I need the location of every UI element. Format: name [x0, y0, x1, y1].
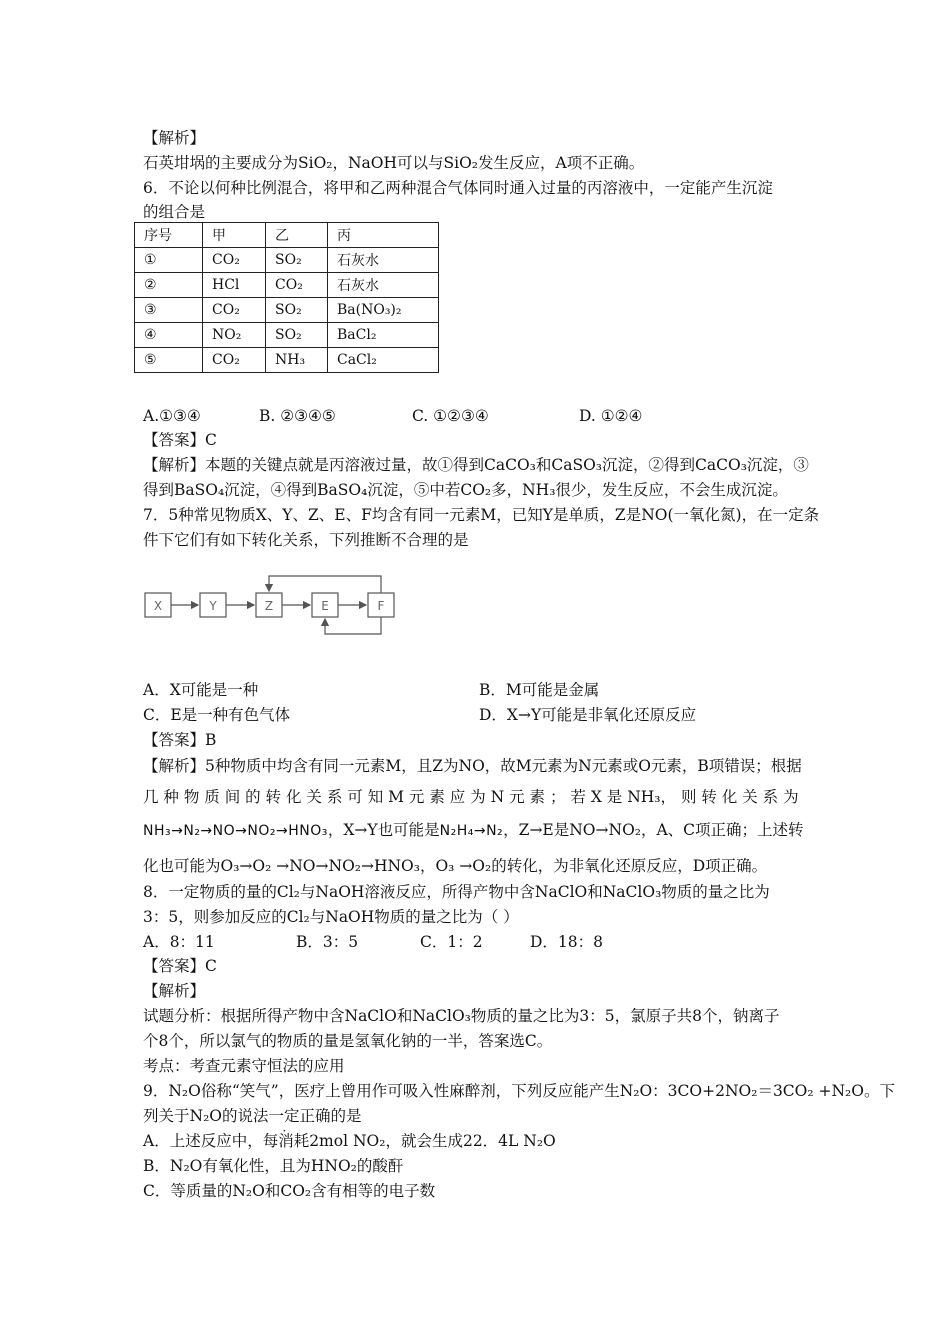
answer: 【答案】B: [143, 731, 217, 749]
analysis-line: 试题分析：根据所得产物中含NaClO和NaClO₃物质的量之比为3：5，氯原子共8个，钠离子: [143, 1007, 780, 1025]
table-header: 甲: [203, 223, 266, 248]
table-header: 丙: [328, 223, 439, 248]
question-9-stem: 9．N₂O俗称“笑气”，医疗上曾用作可吸入性麻醉剂，下列反应能产生N₂O：3CO+2NO₂＝3CO₂ +N₂O。下: [143, 1082, 895, 1100]
reaction-chain: N₂H₄→N₂: [439, 823, 504, 839]
option-c: C．E是一种有色气体: [143, 706, 291, 724]
option-a: A.①③④: [143, 407, 201, 425]
reaction-chain: NH₃→N₂→NO→NO₂→HNO₃: [143, 823, 328, 839]
table-row: [135, 298, 439, 323]
analysis-text: ，X→Y也可能是: [327, 821, 440, 839]
table-header: 序号: [135, 223, 203, 248]
table-cell: CO₂: [203, 298, 266, 323]
option-b: B．M可能是金属: [479, 681, 600, 699]
option-a: A．上述反应中，每消耗2mol NO₂，就会生成22．4L N₂O: [143, 1132, 556, 1150]
option-b: B．3：5: [296, 933, 359, 951]
stem-text: 列关于N₂O的说法: [143, 1107, 269, 1125]
table-cell: ②: [135, 273, 203, 298]
node-z-label: Z: [264, 599, 274, 613]
option-a: A．X可能是一种: [143, 681, 259, 699]
table-cell: CO₂: [203, 248, 266, 273]
emphasis-text: 一定: [268, 1107, 300, 1125]
question-8-stem: 8．一定物质的量的Cl₂与NaOH溶液反应，所得产物中含NaClO和NaClO₃物质的量之比为: [143, 883, 770, 901]
table-cell: SO₂: [266, 298, 328, 323]
question-9-stem-cont: [143, 1104, 362, 1128]
table-cell: ①: [135, 248, 203, 273]
option-d: D．18：8: [530, 933, 604, 951]
question-8-stem-cont: 3：5，则参加反应的Cl₂与NaOH物质的量之比为（ ）: [143, 908, 519, 926]
table-cell: BaCl₂: [328, 323, 439, 348]
analysis-text: ，Z→E是NO→NO₂，A、C项正确；上述转: [503, 821, 804, 839]
option-c: C．1：2: [420, 933, 483, 951]
arrow-f-e: [325, 617, 381, 634]
analysis-text: 石英坩埚的主要成分为SiO₂，NaOH可以与SiO₂发生反应，A项不正确。: [143, 154, 645, 172]
table-cell: ⑤: [135, 348, 203, 373]
node-x-label: X: [153, 599, 163, 613]
stem-text: 正确的是: [299, 1107, 362, 1125]
question-6-stem-cont: 的组合是: [143, 203, 206, 221]
table-cell: ④: [135, 323, 203, 348]
table-header-row: [135, 223, 439, 248]
table-cell: 石灰水: [328, 248, 439, 273]
table-cell: NH₃: [266, 348, 328, 373]
question-7-stem: 7．5种常见物质X、Y、Z、E、F均含有同一元素M，已知Y是单质，Z是NO(一氧化氮)，在一定条: [143, 506, 820, 524]
analysis-line: 几 种 物 质 间 的 转 化 关 系 可 知 M 元 素 应 为 N 元 素 ； 若 X 是 NH₃， 则 转 化 关 系 为: [143, 788, 799, 806]
table-row: [135, 323, 439, 348]
table-cell: Ba(NO₃)₂: [328, 298, 439, 323]
table-cell: CO₂: [203, 348, 266, 373]
node-f-label: F: [377, 599, 385, 613]
table-cell: SO₂: [266, 323, 328, 348]
table-row: [135, 248, 439, 273]
question-6-stem: 6．不论以何种比例混合，将甲和乙两种混合气体同时通入过量的丙溶液中，一定能产生沉淀: [143, 179, 773, 197]
analysis-line: 个8个，所以氯气的物质的量是氢氧化钠的一半，答案选C。: [143, 1032, 553, 1050]
question-6-table: [134, 222, 439, 373]
analysis-line: 【解析】本题的关键点就是丙溶液过量，故①得到CaCO₃和CaSO₃沉淀，②得到CaCO₃沉淀，③: [143, 456, 809, 474]
table-cell: SO₂: [266, 248, 328, 273]
table-cell: CO₂: [266, 273, 328, 298]
table-cell: 石灰水: [328, 273, 439, 298]
arrow-f-z: [269, 576, 381, 593]
table-cell: NO₂: [203, 323, 266, 348]
answer: 【答案】C: [143, 957, 217, 975]
table-cell: CaCl₂: [328, 348, 439, 373]
exam-point: 考点：考查元素守恒法的应用: [143, 1057, 345, 1075]
option-a: A．8：11: [143, 933, 215, 951]
option-b: B．N₂O有氧化性，且为HNO₂的酸酐: [143, 1157, 404, 1175]
table-cell: ③: [135, 298, 203, 323]
question-7-stem-cont: 件下它们有如下转化关系，下列推断不合理的是: [143, 531, 469, 549]
option-c: C．等质量的N₂O和CO₂含有相等的电子数: [143, 1182, 436, 1200]
table-cell: HCl: [203, 273, 266, 298]
conversion-diagram: [143, 568, 413, 652]
table-header: 乙: [266, 223, 328, 248]
option-b: B. ②③④⑤: [259, 407, 336, 425]
option-d: D. ①②④: [579, 407, 643, 425]
analysis-line: [143, 818, 804, 843]
analysis-line: 【解析】5种物质中均含有同一元素M，且Z为NO，故M元素为N元素或O元素，B项错误；根据: [143, 757, 802, 775]
option-c: C. ①②③④: [412, 407, 489, 425]
analysis-heading: 【解析】: [143, 982, 206, 1000]
answer: 【答案】C: [143, 431, 217, 449]
table-row: [135, 348, 439, 373]
analysis-line: 化也可能为O₃→O₂ →NO→NO₂→HNO₃，O₃ →O₂的转化，为非氧化还原反应，D项正确。: [143, 857, 768, 875]
analysis-heading: 【解析】: [143, 129, 206, 147]
table-row: [135, 273, 439, 298]
option-d: D．X→Y可能是非氧化还原反应: [479, 706, 697, 724]
node-y-label: Y: [209, 599, 217, 613]
analysis-line: 得到BaSO₄沉淀，④得到BaSO₄沉淀，⑤中若CO₂多，NH₃很少，发生反应，不会生成沉淀。: [143, 481, 788, 499]
node-e-label: E: [321, 599, 329, 613]
